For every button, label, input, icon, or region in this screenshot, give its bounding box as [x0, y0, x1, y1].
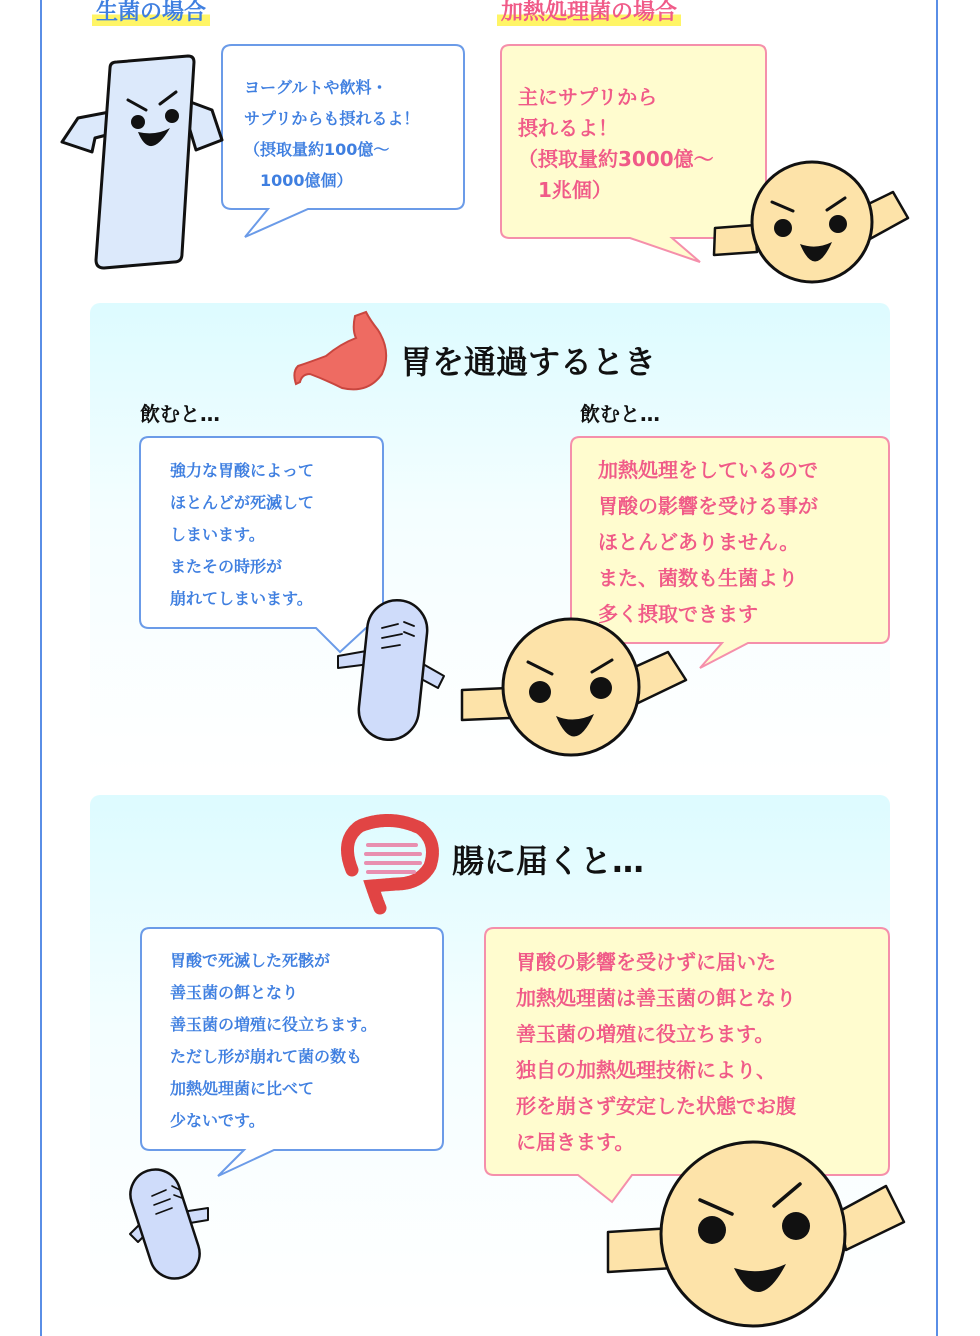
heat-intake-text: 主にサプリから 摂れるよ！ （摂取量約3000億～ 1兆個） [518, 85, 714, 202]
heat-heading: 加熱処理菌の場合 [497, 0, 681, 26]
heat-drink-label: 飲むと… [580, 402, 660, 426]
stomach-section-title: 胃を通過するとき [400, 343, 657, 381]
raw-heading: 生菌の場合 [92, 0, 210, 26]
raw-intake-text: ヨーグルトや飲料・ サプリからも摂れるよ！ （摂取量約100億～ 1000億個） [244, 78, 420, 190]
raw-stomach-text: 強力な胃酸によって ほとんどが死滅して しまいます。 またその時形が 崩れてしまいます。 [170, 461, 315, 608]
intestine-section-title: 腸に届くと… [452, 842, 645, 880]
stomach-icon [294, 312, 386, 389]
heat-stomach-text: 加熱処理をしているので 胃酸の影響を受ける事が ほとんどありません。 また、菌数も生菌より 多く摂取できます [598, 458, 818, 626]
intestine-icon [348, 820, 433, 908]
raw-intestine-text: 胃酸で死滅した死骸が 善玉菌の餌となり 善玉菌の増殖に役立ちます。 ただし形が崩れて菌の数も 加熱処理菌に比べて 少ないです。 [170, 951, 377, 1130]
heat-intestine-text: 胃酸の影響を受けずに届いた 加熱処理菌は善玉菌の餌となり 善玉菌の増殖に役立ちます。 独自の加熱処理技術により、 形を崩さず安定した状態でお腹 に届きます。 [516, 950, 796, 1154]
raw-bacteria-character-top [62, 56, 222, 268]
raw-bacteria-character-intestine [124, 1163, 208, 1285]
raw-drink-label: 飲むと… [140, 402, 220, 426]
